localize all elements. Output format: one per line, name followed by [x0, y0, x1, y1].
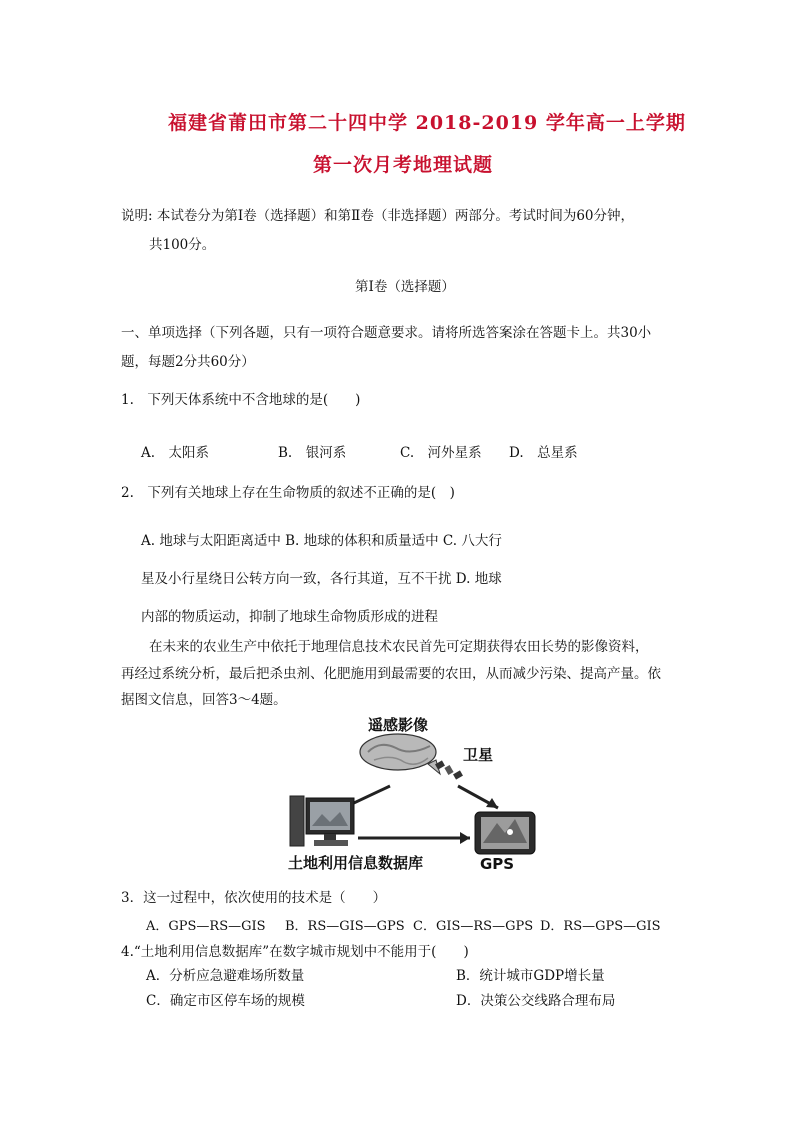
- q3-option-b: B．RS—GIS—GPS: [285, 919, 405, 934]
- instructions-line2: 共100分。: [149, 237, 216, 253]
- passage-line1: 在未来的农业生产中依托于地理信息技术农民首先可定期获得农田长势的影像资料，: [149, 639, 649, 655]
- q2-stem: 2. 下列有关地球上存在生命物质的叙述不正确的是( ): [121, 485, 455, 501]
- q1-option-c: C. 河外星系: [400, 445, 482, 461]
- q2-options-line3: 内部的物质运动，抑制了地球生命物质形成的进程: [141, 609, 438, 625]
- instructions-line1: 说明: 本试卷分为第Ⅰ卷（选择题）和第Ⅱ卷（非选择题）两部分。考试时间为60分钟，: [121, 208, 635, 224]
- q1-option-d: D. 总星系: [509, 445, 578, 461]
- q4-stem: 4.“土地利用信息数据库”在数字城市规划中不能用于( ): [121, 944, 469, 960]
- q2-options-line1: A. 地球与太阳距离适中 B. 地球的体积和质量适中 C. 八大行: [141, 533, 502, 549]
- q1-option-b: B. 银河系: [278, 445, 347, 461]
- label-satellite: 卫星: [463, 746, 494, 764]
- label-database: 土地利用信息数据库: [288, 854, 424, 872]
- q3-option-c: C．GIS—RS—GPS: [413, 919, 534, 934]
- q3-stem: 3．这一过程中，依次使用的技术是（ ）: [121, 890, 387, 906]
- passage-line2: 再经过系统分析，最后把杀虫剂、化肥施用到最需要的农田，从而减少污染、提高产量。依: [121, 666, 661, 682]
- q2-options-line2: 星及小行星绕日公转方向一致，各行其道，互不干扰 D. 地球: [141, 571, 502, 587]
- label-gps: GPS: [480, 855, 515, 873]
- passage-line3: 据图文信息，回答3～4题。: [121, 692, 287, 708]
- geo-tech-diagram: [270, 708, 560, 878]
- q1-stem: 1. 下列天体系统中不含地球的是( ): [121, 392, 361, 408]
- q4-option-b: B．统计城市GDP增长量: [456, 968, 605, 984]
- section-intro-line2: 题，每题2分共60分）: [121, 354, 255, 370]
- q4-option-a: A．分析应急避难场所数量: [146, 968, 305, 984]
- q3-option-a: A．GPS—RS—GIS: [146, 919, 266, 934]
- section-heading: 第Ⅰ卷（选择题）: [355, 279, 455, 295]
- remote-sensing-image-icon: [360, 734, 440, 774]
- gps-device-icon: [475, 812, 535, 854]
- arrow-head-gps-left: [460, 832, 470, 844]
- q4-option-d: D．决策公交线路合理布局: [456, 993, 616, 1009]
- q4-option-c: C．确定市区停车场的规模: [146, 993, 305, 1009]
- section-intro-line1: 一、单项选择（下列各题，只有一项符合题意要求。请将所选答案涂在答题卡上。共30小: [121, 325, 652, 341]
- label-remote-sensing: 遥感影像: [367, 716, 429, 734]
- q1-option-a: A. 太阳系: [141, 445, 210, 461]
- exam-title-line1: 福建省莆田市第二十四中学 2018-2019 学年高一上学期: [168, 112, 686, 134]
- exam-title-line2: 第一次月考地理试题: [313, 154, 494, 176]
- q3-option-d: D．RS—GPS—GIS: [540, 919, 661, 934]
- computer-icon: [290, 796, 354, 846]
